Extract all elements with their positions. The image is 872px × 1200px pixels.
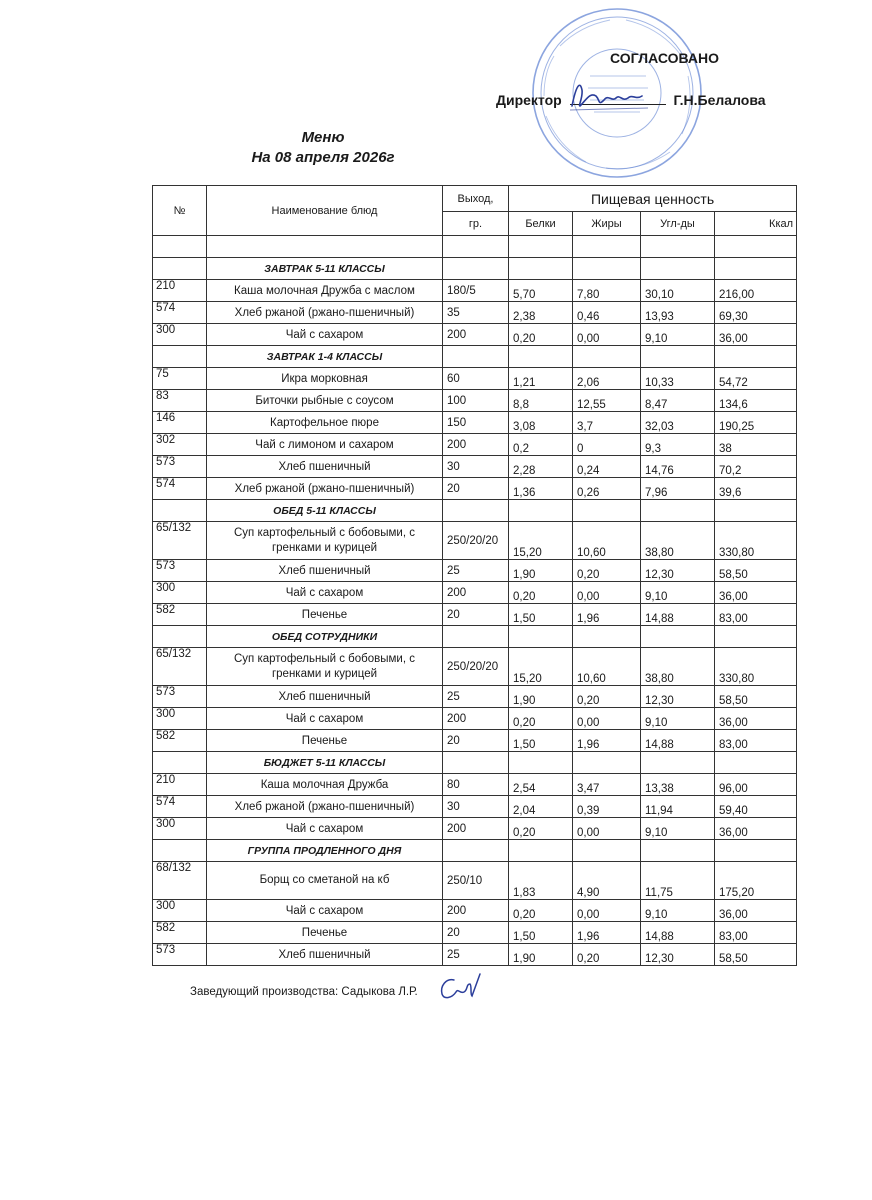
section-row [153, 346, 797, 368]
dish-carbs: 32,03 [641, 412, 715, 434]
dish-number: 300 [153, 708, 207, 730]
dish-fat: 3,7 [573, 412, 641, 434]
dish-kcal: 134,6 [715, 390, 797, 412]
section-title: ОБЕД СОТРУДНИКИ [207, 626, 443, 648]
dish-name: Борщ со сметаной на кб [207, 862, 443, 900]
dish-number: 302 [153, 434, 207, 456]
dish-output: 60 [443, 368, 509, 390]
dish-name: Хлеб ржаной (ржано-пшеничный) [207, 478, 443, 500]
section-empty-cell [509, 346, 573, 368]
section-empty-cell [641, 500, 715, 522]
dish-kcal: 38 [715, 434, 797, 456]
header-carbs: Угл-ды [641, 212, 715, 236]
dish-protein: 8,8 [509, 390, 573, 412]
dish-output: 20 [443, 730, 509, 752]
section-empty-cell [715, 258, 797, 280]
section-empty-cell [443, 346, 509, 368]
dish-name: Хлеб пшеничный [207, 456, 443, 478]
dish-carbs: 30,10 [641, 280, 715, 302]
section-title: ЗАВТРАК 1-4 КЛАССЫ [207, 346, 443, 368]
dish-protein: 1,90 [509, 944, 573, 966]
dish-output: 200 [443, 434, 509, 456]
dish-row [153, 944, 797, 966]
dish-name: Хлеб ржаной (ржано-пшеничный) [207, 796, 443, 818]
header-name: Наименование блюд [207, 186, 443, 236]
section-empty-cell [715, 500, 797, 522]
dish-carbs: 14,88 [641, 730, 715, 752]
dish-fat: 0,20 [573, 686, 641, 708]
section-empty-cell [509, 500, 573, 522]
dish-kcal: 36,00 [715, 900, 797, 922]
dish-carbs: 38,80 [641, 522, 715, 560]
dish-protein: 1,50 [509, 922, 573, 944]
dish-fat: 12,55 [573, 390, 641, 412]
dish-number: 300 [153, 818, 207, 840]
director-signature [566, 76, 652, 116]
dish-fat: 0,20 [573, 944, 641, 966]
dish-carbs: 38,80 [641, 648, 715, 686]
dish-number: 574 [153, 302, 207, 324]
dish-protein: 2,04 [509, 796, 573, 818]
dish-kcal: 39,6 [715, 478, 797, 500]
dish-output: 100 [443, 390, 509, 412]
dish-number: 582 [153, 604, 207, 626]
dish-carbs: 14,76 [641, 456, 715, 478]
dish-name: Чай с сахаром [207, 582, 443, 604]
dish-protein: 0,20 [509, 900, 573, 922]
dish-fat: 0,24 [573, 456, 641, 478]
dish-fat: 0,00 [573, 582, 641, 604]
section-empty-cell [443, 626, 509, 648]
table-body [153, 258, 797, 966]
section-row [153, 258, 797, 280]
dish-kcal: 70,2 [715, 456, 797, 478]
dish-output: 25 [443, 686, 509, 708]
director-role: Директор [496, 92, 562, 108]
dish-kcal: 36,00 [715, 324, 797, 346]
dish-name: Каша молочная Дружба [207, 774, 443, 796]
section-empty-cell [573, 258, 641, 280]
section-empty-cell [573, 840, 641, 862]
dish-protein: 5,70 [509, 280, 573, 302]
dish-fat: 0,00 [573, 818, 641, 840]
dish-number: 573 [153, 456, 207, 478]
section-empty-cell [715, 840, 797, 862]
dish-fat: 0,26 [573, 478, 641, 500]
dish-name: Икра морковная [207, 368, 443, 390]
section-num-cell [153, 346, 207, 368]
dish-name: Картофельное пюре [207, 412, 443, 434]
section-empty-cell [573, 346, 641, 368]
dish-row [153, 560, 797, 582]
dish-kcal: 36,00 [715, 818, 797, 840]
section-empty-cell [573, 500, 641, 522]
dish-row [153, 324, 797, 346]
dish-kcal: 175,20 [715, 862, 797, 900]
header-fat: Жиры [573, 212, 641, 236]
dish-protein: 3,08 [509, 412, 573, 434]
section-title: ОБЕД 5-11 КЛАССЫ [207, 500, 443, 522]
header-output: Выход, [443, 186, 509, 212]
dish-output: 200 [443, 900, 509, 922]
dish-kcal: 330,80 [715, 522, 797, 560]
dish-row [153, 900, 797, 922]
section-empty-cell [641, 840, 715, 862]
dish-number: 582 [153, 730, 207, 752]
dish-carbs: 8,47 [641, 390, 715, 412]
dish-number: 210 [153, 280, 207, 302]
dish-protein: 2,38 [509, 302, 573, 324]
dish-carbs: 9,10 [641, 818, 715, 840]
dish-name: Суп картофельный с бобовыми, с гренками и курицей [207, 522, 443, 560]
dish-output: 200 [443, 324, 509, 346]
dish-protein: 15,20 [509, 648, 573, 686]
section-empty-cell [509, 258, 573, 280]
dish-carbs: 12,30 [641, 944, 715, 966]
dish-carbs: 13,38 [641, 774, 715, 796]
dish-carbs: 13,93 [641, 302, 715, 324]
dish-number: 574 [153, 478, 207, 500]
dish-row [153, 774, 797, 796]
dish-name: Хлеб пшеничный [207, 686, 443, 708]
dish-protein: 2,54 [509, 774, 573, 796]
dish-row [153, 412, 797, 434]
dish-output: 20 [443, 478, 509, 500]
section-empty-cell [715, 752, 797, 774]
dish-number: 574 [153, 796, 207, 818]
section-empty-cell [641, 346, 715, 368]
section-empty-cell [443, 258, 509, 280]
dish-row [153, 478, 797, 500]
dish-carbs: 11,75 [641, 862, 715, 900]
section-title: ЗАВТРАК 5-11 КЛАССЫ [207, 258, 443, 280]
dish-name: Чай с сахаром [207, 818, 443, 840]
dish-row [153, 390, 797, 412]
section-empty-cell [443, 752, 509, 774]
dish-kcal: 96,00 [715, 774, 797, 796]
menu-title-block [0, 128, 646, 168]
header-nutrition: Пищевая ценность [509, 186, 797, 212]
section-row [153, 626, 797, 648]
dish-name: Суп картофельный с бобовыми, с гренками и курицей [207, 648, 443, 686]
dish-name: Чай с лимоном и сахаром [207, 434, 443, 456]
dish-output: 180/5 [443, 280, 509, 302]
dish-row [153, 280, 797, 302]
dish-protein: 0,20 [509, 708, 573, 730]
dish-row [153, 686, 797, 708]
dish-output: 200 [443, 818, 509, 840]
dish-output: 35 [443, 302, 509, 324]
dish-carbs: 10,33 [641, 368, 715, 390]
dish-protein: 15,20 [509, 522, 573, 560]
dish-row [153, 604, 797, 626]
dish-fat: 4,90 [573, 862, 641, 900]
dish-output: 20 [443, 604, 509, 626]
dish-row [153, 302, 797, 324]
dish-protein: 1,21 [509, 368, 573, 390]
dish-kcal: 83,00 [715, 922, 797, 944]
dish-kcal: 58,50 [715, 560, 797, 582]
menu-table [152, 185, 797, 966]
section-num-cell [153, 500, 207, 522]
dish-number: 573 [153, 560, 207, 582]
section-empty-cell [715, 346, 797, 368]
section-empty-cell [509, 626, 573, 648]
dish-kcal: 190,25 [715, 412, 797, 434]
dish-output: 250/20/20 [443, 522, 509, 560]
dish-row [153, 434, 797, 456]
dish-name: Хлеб пшеничный [207, 560, 443, 582]
dish-kcal: 83,00 [715, 604, 797, 626]
dish-number: 68/132 [153, 862, 207, 900]
dish-name: Печенье [207, 730, 443, 752]
dish-kcal: 59,40 [715, 796, 797, 818]
dish-fat: 10,60 [573, 648, 641, 686]
dish-kcal: 83,00 [715, 730, 797, 752]
header-output-unit: гр. [443, 212, 509, 236]
section-empty-cell [443, 500, 509, 522]
dish-carbs: 14,88 [641, 922, 715, 944]
dish-number: 65/132 [153, 522, 207, 560]
dish-number: 300 [153, 900, 207, 922]
dish-output: 200 [443, 582, 509, 604]
dish-number: 573 [153, 944, 207, 966]
dish-row [153, 522, 797, 560]
dish-protein: 1,50 [509, 730, 573, 752]
dish-fat: 3,47 [573, 774, 641, 796]
dish-output: 25 [443, 560, 509, 582]
dish-number: 65/132 [153, 648, 207, 686]
dish-kcal: 58,50 [715, 686, 797, 708]
dish-name: Биточки рыбные с соусом [207, 390, 443, 412]
dish-protein: 1,36 [509, 478, 573, 500]
dish-fat: 1,96 [573, 730, 641, 752]
section-empty-cell [509, 840, 573, 862]
section-title: БЮДЖЕТ 5-11 КЛАССЫ [207, 752, 443, 774]
section-empty-cell [443, 840, 509, 862]
section-empty-cell [573, 752, 641, 774]
dish-fat: 0,00 [573, 900, 641, 922]
dish-protein: 1,90 [509, 560, 573, 582]
production-manager-signature [436, 972, 482, 1002]
dish-carbs: 9,3 [641, 434, 715, 456]
dish-row [153, 730, 797, 752]
dish-output: 30 [443, 456, 509, 478]
dish-output: 250/10 [443, 862, 509, 900]
dish-output: 250/20/20 [443, 648, 509, 686]
dish-row [153, 708, 797, 730]
dish-carbs: 14,88 [641, 604, 715, 626]
dish-name: Печенье [207, 922, 443, 944]
section-row [153, 752, 797, 774]
footer-text: Заведующий производства: Садыкова Л.Р. [190, 986, 418, 998]
dish-fat: 0 [573, 434, 641, 456]
dish-protein: 0,20 [509, 818, 573, 840]
dish-number: 210 [153, 774, 207, 796]
dish-kcal: 216,00 [715, 280, 797, 302]
dish-kcal: 58,50 [715, 944, 797, 966]
dish-row [153, 862, 797, 900]
dish-output: 200 [443, 708, 509, 730]
dish-row [153, 796, 797, 818]
dish-fat: 7,80 [573, 280, 641, 302]
dish-row [153, 368, 797, 390]
dish-carbs: 7,96 [641, 478, 715, 500]
dish-protein: 0,20 [509, 582, 573, 604]
section-row [153, 500, 797, 522]
dish-protein: 1,83 [509, 862, 573, 900]
director-name: Г.Н.Белалова [673, 92, 766, 108]
dish-carbs: 9,10 [641, 582, 715, 604]
dish-carbs: 9,10 [641, 900, 715, 922]
dish-fat: 2,06 [573, 368, 641, 390]
header-protein: Белки [509, 212, 573, 236]
section-num-cell [153, 840, 207, 862]
dish-output: 80 [443, 774, 509, 796]
dish-row [153, 582, 797, 604]
dish-name: Хлеб ржаной (ржано-пшеничный) [207, 302, 443, 324]
section-empty-cell [509, 752, 573, 774]
dish-fat: 0,39 [573, 796, 641, 818]
dish-number: 573 [153, 686, 207, 708]
section-empty-cell [573, 626, 641, 648]
dish-name: Чай с сахаром [207, 708, 443, 730]
dish-fat: 0,00 [573, 708, 641, 730]
section-empty-cell [641, 752, 715, 774]
section-num-cell [153, 626, 207, 648]
section-num-cell [153, 752, 207, 774]
dish-kcal: 36,00 [715, 582, 797, 604]
dish-protein: 0,2 [509, 434, 573, 456]
dish-protein: 1,50 [509, 604, 573, 626]
dish-protein: 1,90 [509, 686, 573, 708]
section-empty-cell [641, 626, 715, 648]
dish-row [153, 456, 797, 478]
dish-name: Печенье [207, 604, 443, 626]
dish-fat: 0,20 [573, 560, 641, 582]
dish-fat: 1,96 [573, 922, 641, 944]
header-num: № [153, 186, 207, 236]
section-row [153, 840, 797, 862]
dish-output: 30 [443, 796, 509, 818]
dish-output: 25 [443, 944, 509, 966]
dish-carbs: 12,30 [641, 560, 715, 582]
dish-protein: 2,28 [509, 456, 573, 478]
section-title: ГРУППА ПРОДЛЕННОГО ДНЯ [207, 840, 443, 862]
dish-row [153, 818, 797, 840]
dish-kcal: 330,80 [715, 648, 797, 686]
section-num-cell [153, 258, 207, 280]
menu-title: Меню [301, 129, 345, 146]
dish-number: 300 [153, 324, 207, 346]
dish-kcal: 69,30 [715, 302, 797, 324]
dish-number: 300 [153, 582, 207, 604]
dish-number: 582 [153, 922, 207, 944]
dish-kcal: 54,72 [715, 368, 797, 390]
dish-number: 146 [153, 412, 207, 434]
dish-output: 20 [443, 922, 509, 944]
dish-fat: 0,46 [573, 302, 641, 324]
dish-fat: 0,00 [573, 324, 641, 346]
dish-carbs: 9,10 [641, 708, 715, 730]
dish-number: 75 [153, 368, 207, 390]
table-header [153, 186, 797, 258]
approval-title: СОГЛАСОВАНО [610, 50, 719, 66]
dish-name: Каша молочная Дружба с маслом [207, 280, 443, 302]
dish-carbs: 9,10 [641, 324, 715, 346]
dish-number: 83 [153, 390, 207, 412]
dish-fat: 1,96 [573, 604, 641, 626]
dish-name: Чай с сахаром [207, 900, 443, 922]
dish-output: 150 [443, 412, 509, 434]
dish-row [153, 648, 797, 686]
dish-carbs: 12,30 [641, 686, 715, 708]
dish-name: Чай с сахаром [207, 324, 443, 346]
dish-row [153, 922, 797, 944]
section-empty-cell [715, 626, 797, 648]
dish-protein: 0,20 [509, 324, 573, 346]
section-empty-cell [641, 258, 715, 280]
header-kcal: Ккал [715, 212, 797, 236]
dish-name: Хлеб пшеничный [207, 944, 443, 966]
dish-carbs: 11,94 [641, 796, 715, 818]
dish-kcal: 36,00 [715, 708, 797, 730]
menu-date: На 08 апреля 2026г [251, 149, 395, 166]
dish-fat: 10,60 [573, 522, 641, 560]
